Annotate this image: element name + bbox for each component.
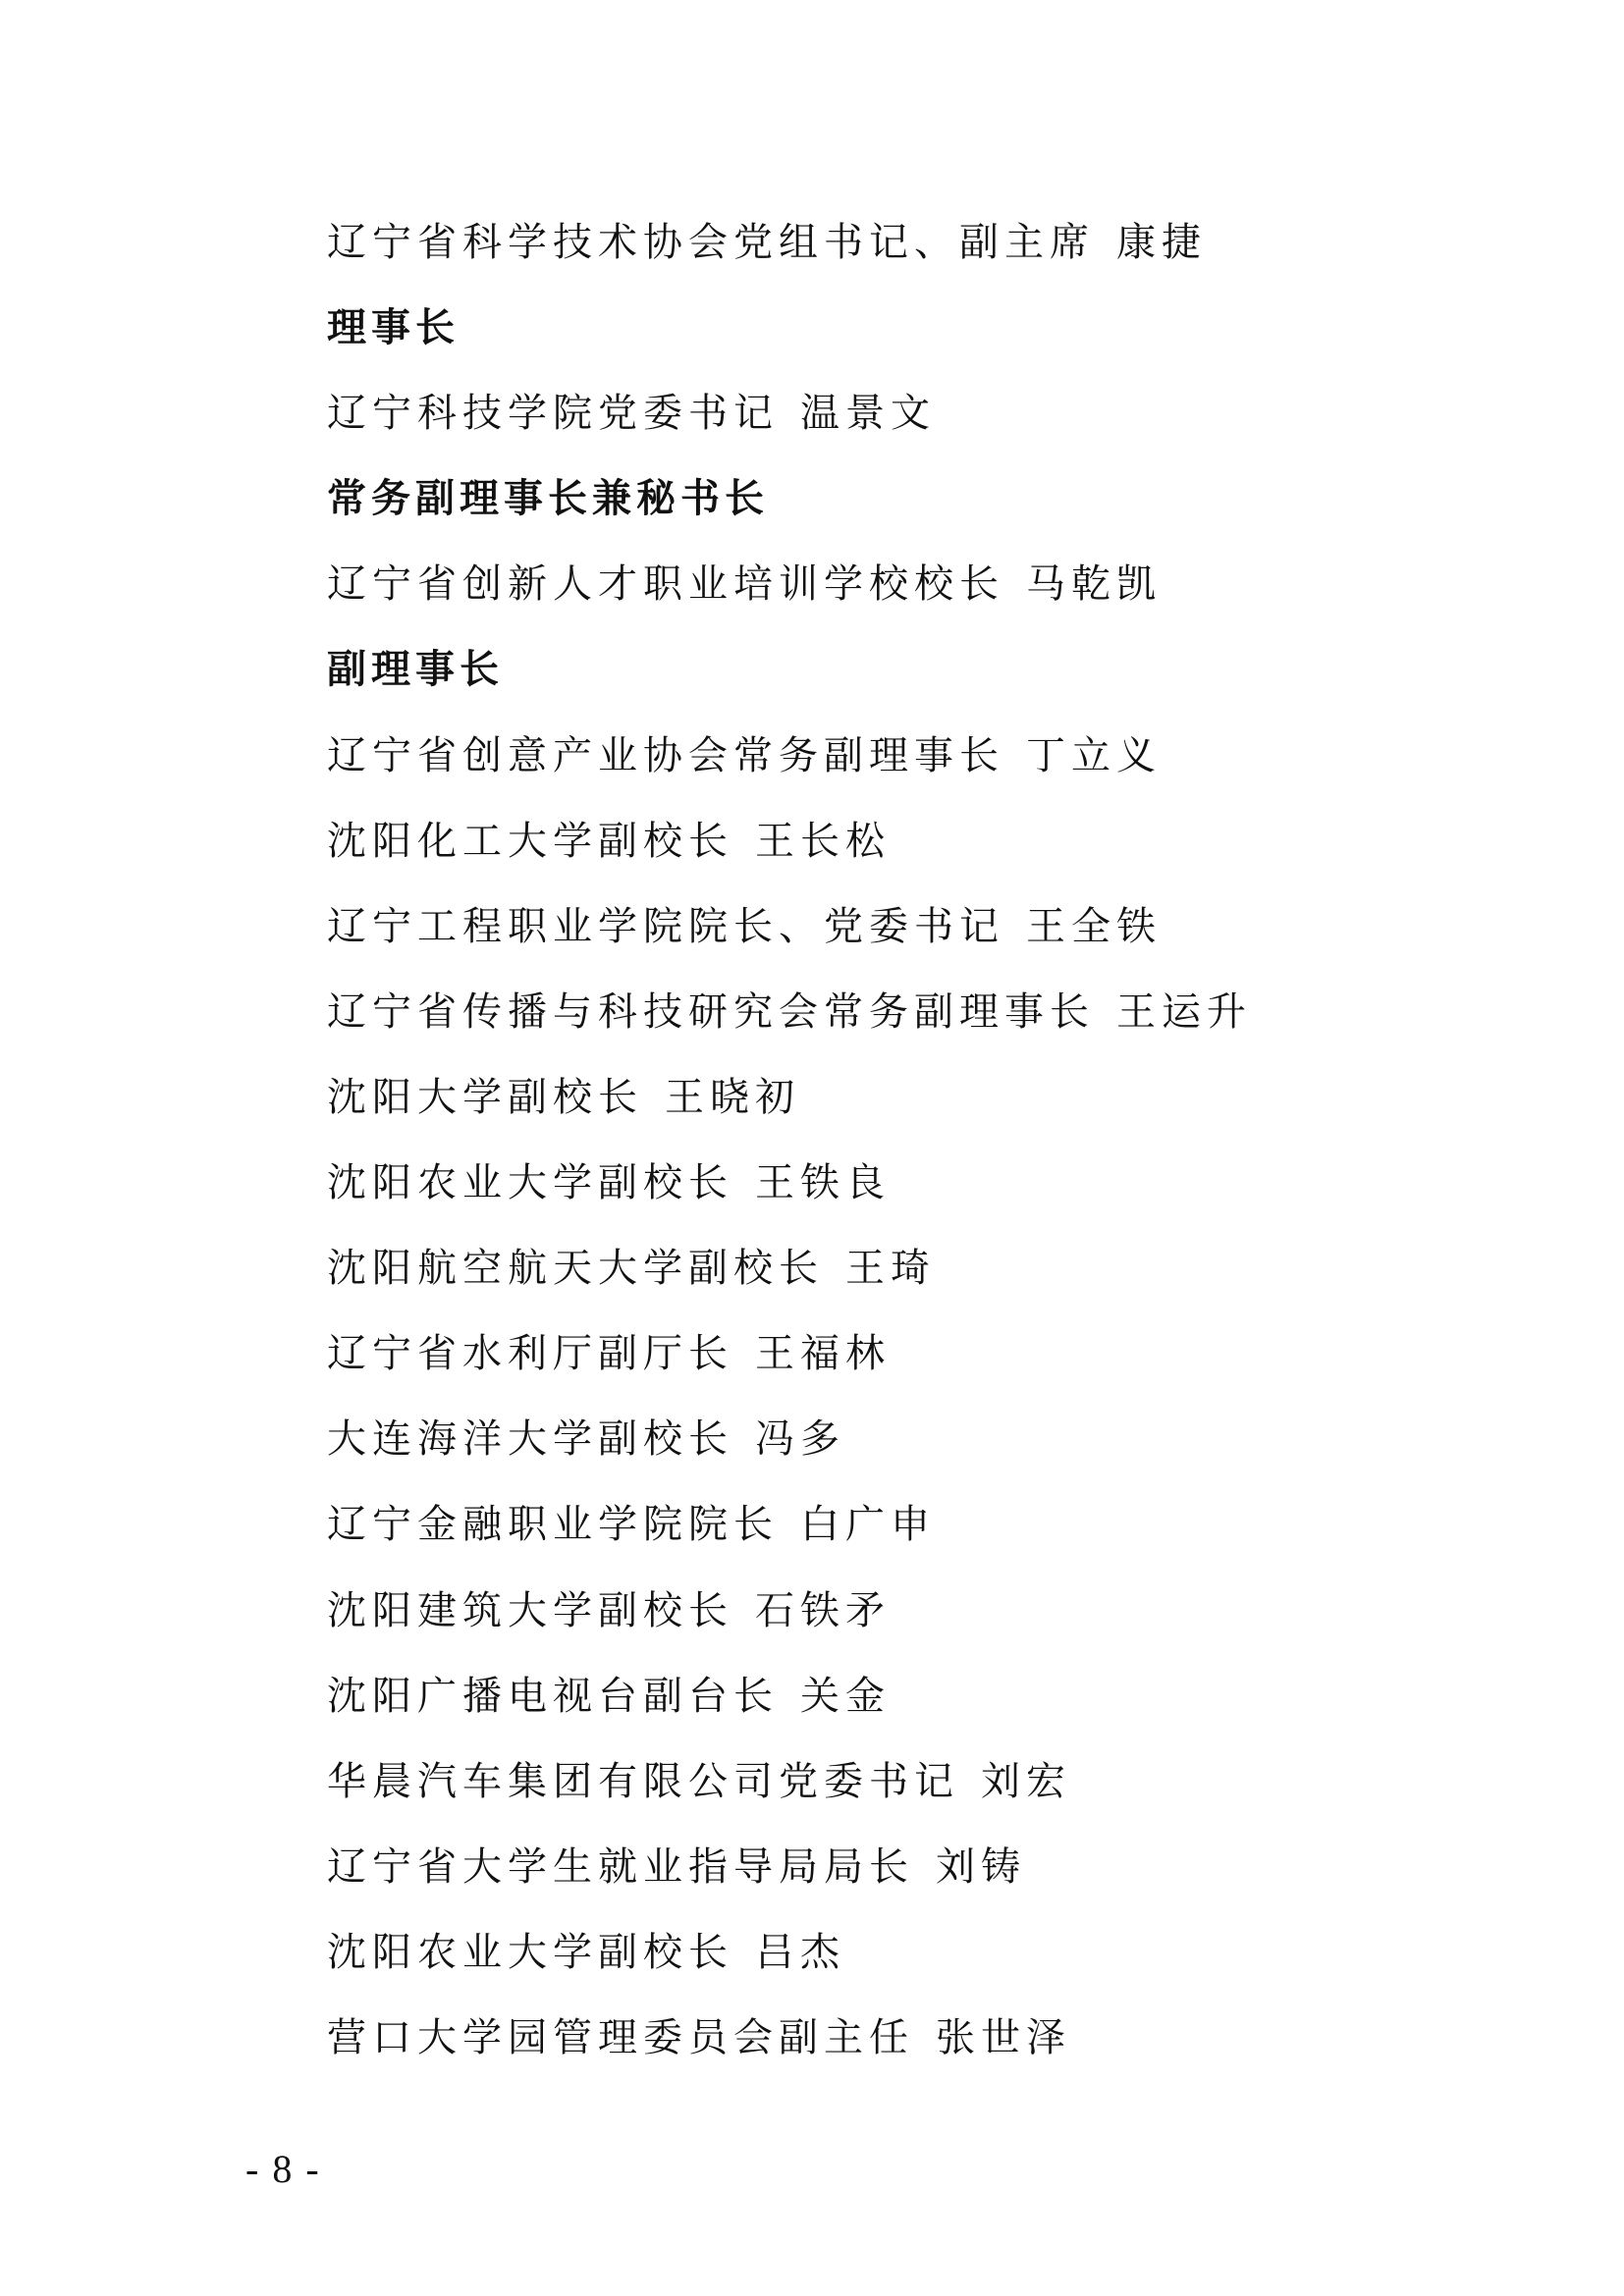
member-name: 白广申 <box>800 1502 936 1548</box>
member-name: 刘宏 <box>981 1758 1071 1804</box>
member-entry <box>327 550 1466 635</box>
member-title: 辽宁省创新人才职业培训学校校长 <box>327 561 1004 608</box>
member-name: 石铁矛 <box>755 1587 891 1633</box>
member-entry <box>327 978 1466 1063</box>
member-entry <box>327 379 1466 464</box>
member-title: 辽宁工程职业学院院长、党委书记 <box>327 903 1004 949</box>
member-title: 辽宁金融职业学院院长 <box>327 1502 779 1548</box>
member-entry <box>327 1319 1466 1405</box>
member-title: 辽宁省大学生就业指导局局长 <box>327 1843 914 1890</box>
member-title: 营口大学园管理委员会副主任 <box>327 2014 914 2060</box>
member-name: 丁立义 <box>1026 732 1162 778</box>
member-entry <box>327 1747 1466 1833</box>
member-name: 吕杰 <box>755 1929 845 1975</box>
section-heading: 副理事长 <box>327 647 504 693</box>
member-name: 温景文 <box>800 391 936 437</box>
member-entry <box>327 1490 1466 1575</box>
member-title: 沈阳化工大学副校长 <box>327 818 733 864</box>
member-name: 王琦 <box>845 1246 936 1292</box>
member-name: 王全铁 <box>1026 903 1162 949</box>
member-entry <box>327 1918 1466 2003</box>
member-title: 辽宁省科学技术协会党组书记、副主席 <box>327 220 1095 265</box>
member-title: 辽宁省水利厅副厅长 <box>327 1331 733 1377</box>
member-list <box>327 208 1466 2089</box>
page-number: - 8 - <box>245 2147 321 2191</box>
member-name: 康捷 <box>1116 220 1207 265</box>
member-entry <box>327 1576 1466 1662</box>
section-heading: 常务副理事长兼秘书长 <box>327 476 769 522</box>
member-entry <box>327 2003 1466 2089</box>
member-title: 辽宁科技学院党委书记 <box>327 391 779 437</box>
member-title: 辽宁省传播与科技研究会常务副理事长 <box>327 988 1095 1035</box>
member-name: 刘铸 <box>936 1843 1026 1890</box>
member-title: 沈阳建筑大学副校长 <box>327 1587 733 1633</box>
member-entry <box>327 1148 1466 1234</box>
member-name: 王铁良 <box>755 1160 891 1206</box>
member-name: 王长松 <box>755 818 891 864</box>
member-entry <box>327 807 1466 892</box>
member-name: 关金 <box>800 1673 891 1719</box>
member-entry <box>327 208 1466 294</box>
member-title: 大连海洋大学副校长 <box>327 1416 733 1463</box>
member-title: 华晨汽车集团有限公司党委书记 <box>327 1758 959 1804</box>
member-name: 王晓初 <box>665 1074 800 1120</box>
member-title: 沈阳农业大学副校长 <box>327 1160 733 1206</box>
member-title: 沈阳农业大学副校长 <box>327 1929 733 1975</box>
member-title: 沈阳广播电视台副台长 <box>327 1673 779 1719</box>
member-name: 王福林 <box>755 1331 891 1377</box>
member-entry <box>327 721 1466 807</box>
member-name: 马乾凯 <box>1026 561 1162 608</box>
member-name: 冯多 <box>755 1416 845 1463</box>
member-entry <box>327 1833 1466 1918</box>
member-entry <box>327 1063 1466 1148</box>
member-name: 张世泽 <box>936 2014 1071 2060</box>
member-entry <box>327 1234 1466 1319</box>
member-title: 沈阳大学副校长 <box>327 1074 643 1120</box>
member-entry <box>327 892 1466 978</box>
member-entry <box>327 1405 1466 1490</box>
member-name: 王运升 <box>1116 988 1252 1035</box>
member-title: 辽宁省创意产业协会常务副理事长 <box>327 732 1004 778</box>
member-entry <box>327 1662 1466 1747</box>
section-heading: 理事长 <box>327 305 460 351</box>
member-title: 沈阳航空航天大学副校长 <box>327 1246 824 1292</box>
